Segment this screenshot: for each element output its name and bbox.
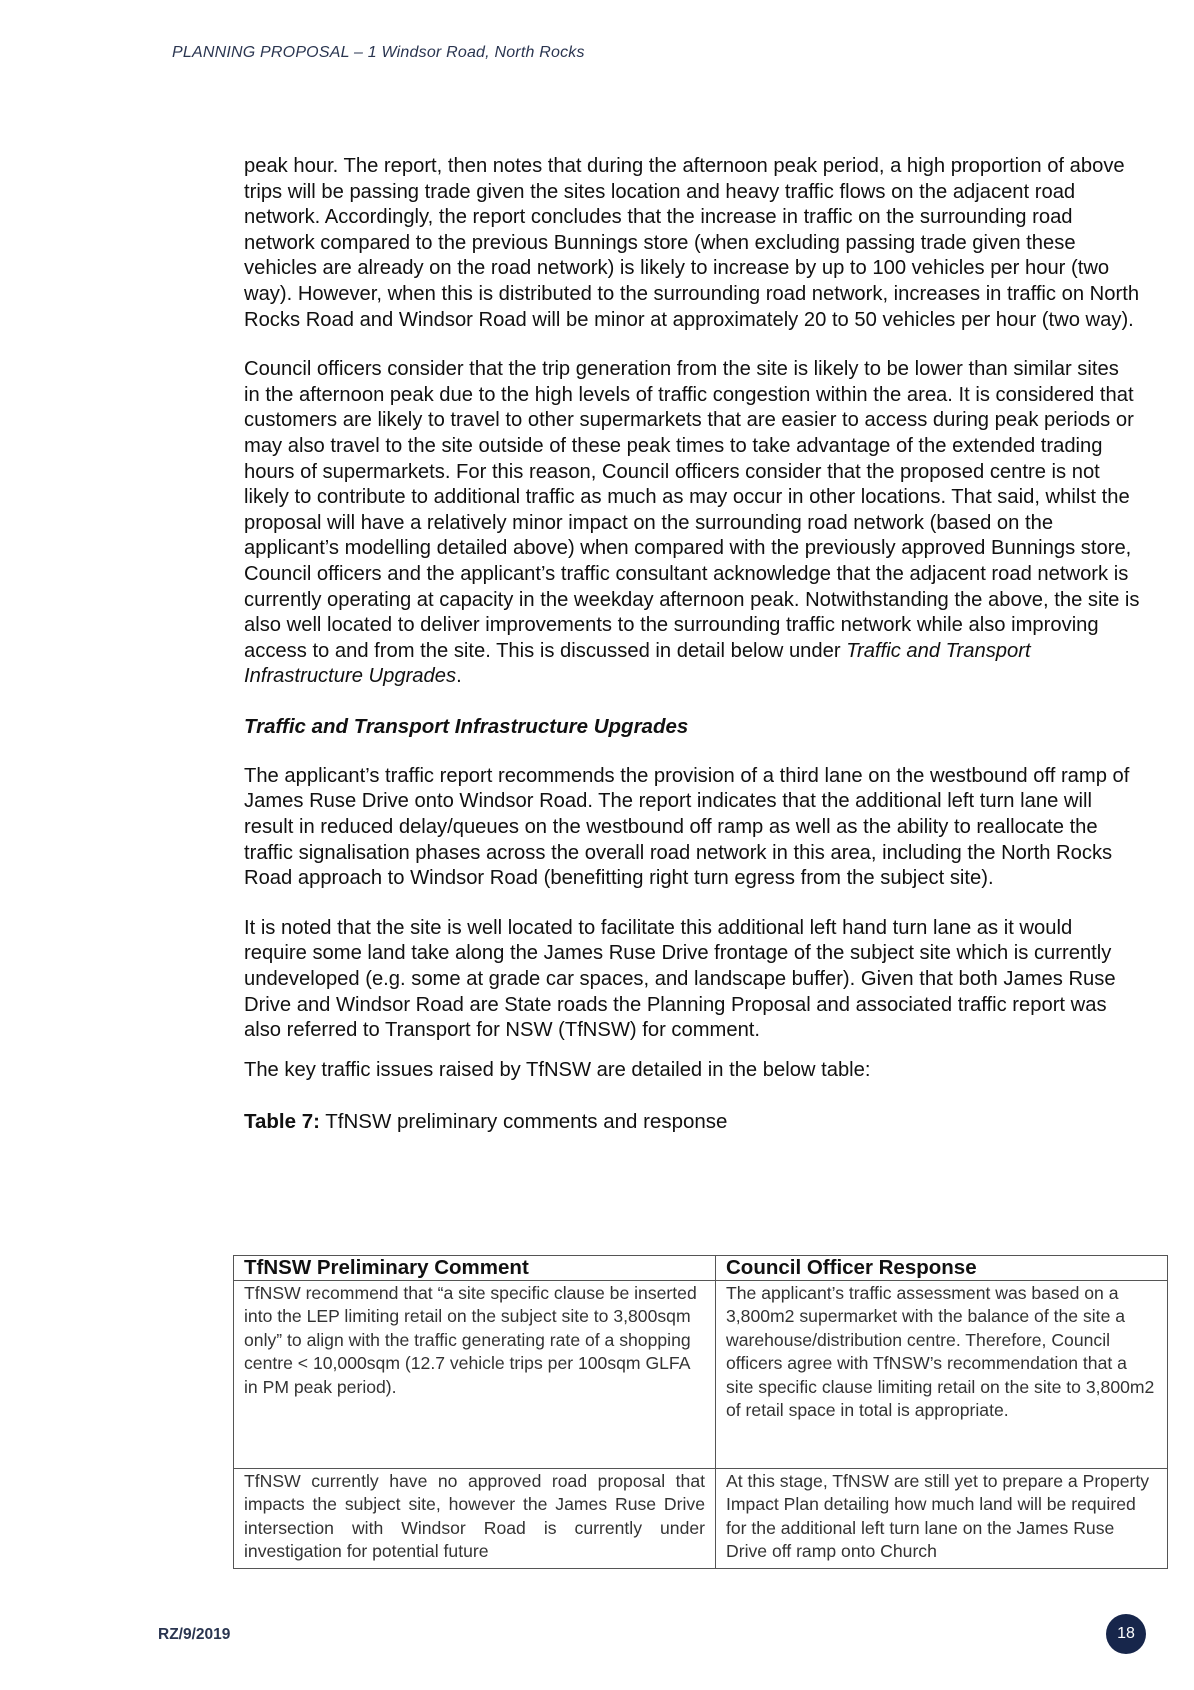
paragraph-council-officers-text: Council officers consider that the trip generation from the site is likely to be lower than similar sites in the afternoon peak due to the high levels of traffic congestion within the area. It is considered that customers are likely to travel to other supermarkets that are easier to access during peak periods or may also travel to the site outside of these peak times to take advantage of the extended trading hours of supermarkets. For this reason, Council officers consider that the proposed centre is not likely to contribute to additional traffic as much as may occur in other locations. That said, whilst the proposal will have a relatively minor impact on the surrounding road network (based on the applicant’s modelling detailed above) when compared with the previously approved Bunnings store, Council officers and the applicant’s traffic consultant acknowledge that the adjacent road network is currently operating at capacity in the weekday afternoon peak. Notwithstanding the above, the site is also well located to deliver improvements to the surrounding traffic network while also improving access to and from the site. This is discussed in detail below under bbox=[244, 358, 1140, 662]
paragraph-italic-reference: Traffic and Transport Infrastructure Upgrades bbox=[244, 639, 1031, 688]
section-heading: Traffic and Transport Infrastructure Upgrades bbox=[244, 714, 689, 738]
table-caption-label: Table 7: bbox=[244, 1110, 320, 1134]
tfnsw-comments-table bbox=[233, 1255, 1168, 1569]
paragraph-council-officers bbox=[244, 357, 1140, 690]
paragraph-third-lane: The applicant’s traffic report recommends the provision of a third lane on the westbound off ramp of James Ruse Drive onto Windsor Road. The report indicates that the additional left turn lane will result in reduced delay/queues on the westbound off ramp as well as the ability to reallocate the traffic signalisation phases across the overall road network in this area, including the North Rocks Road approach to Windsor Road (benefitting right turn egress from the subject site). bbox=[244, 764, 1130, 890]
table-caption-text: TfNSW preliminary comments and response bbox=[319, 1110, 728, 1134]
table-cell-comment: TfNSW recommend that “a site specific clause be inserted into the LEP limiting retail on the subject site to 3,800sqm only” to align with the traffic generating rate of a shopping centre < 10,000sqm (12.7 vehicle trips per 100sqm GLFA in PM peak period). bbox=[234, 1281, 716, 1469]
table-row bbox=[234, 1469, 1168, 1569]
running-header: PLANNING PROPOSAL – 1 Windsor Road, North Rocks bbox=[172, 44, 585, 61]
table-header-row bbox=[234, 1256, 1168, 1281]
document-reference: RZ/9/2019 bbox=[158, 1626, 231, 1643]
table-cell-response: The applicant’s traffic assessment was based on a 3,800m2 supermarket with the balance of the site a warehouse/distribution centre. Therefore, Council officers agree with TfNSW’s recommendation that a site specific clause limiting retail on the site to 3,800m2 of retail space in total is appropriate. bbox=[716, 1281, 1168, 1469]
paragraph-trip-generation: peak hour. The report, then notes that during the afternoon peak period, a high proportion of above trips will be passing trade given the sites location and heavy traffic flows on the adjacent road network. Accordingly, the report concludes that the increase in traffic on the surrounding road network compared to the previous Bunnings store (when excluding passing trade given these vehicles are already on the road network) is likely to increase by up to 100 vehicles per hour (two way). However, when this is distributed to the surrounding road network, increases in traffic on North Rocks Road and Windsor Road will be minor at approximately 20 to 50 vehicles per hour (two way). bbox=[244, 155, 1140, 331]
table-cell-comment: TfNSW currently have no approved road proposal that impacts the subject site, however the James Ruse Drive intersection with Windsor Road is currently under investigation for potential future bbox=[234, 1469, 716, 1569]
table-row bbox=[234, 1281, 1168, 1469]
table-header-comment: TfNSW Preliminary Comment bbox=[234, 1256, 716, 1281]
page-number-badge: 18 bbox=[1106, 1614, 1146, 1654]
table-caption bbox=[244, 1111, 1140, 1133]
main-content bbox=[244, 154, 1140, 1133]
table-cell-response: At this stage, TfNSW are still yet to prepare a Property Impact Plan detailing how much land will be required for the additional left turn lane on the James Ruse Drive off ramp onto Church bbox=[716, 1469, 1168, 1569]
paragraph-land-take: It is noted that the site is well located to facilitate this additional left hand turn lane as it would require some land take along the James Ruse Drive frontage of the subject site which is currently undeveloped (e.g. some at grade car spaces, and landscape buffer). Given that both James Ruse Drive and Windsor Road are State roads the Planning Proposal and associated traffic report was also referred to Transport for NSW (TfNSW) for comment. bbox=[244, 916, 1116, 1042]
paragraph-key-issues: The key traffic issues raised by TfNSW are detailed in the below table: bbox=[244, 1058, 871, 1081]
table-header-response: Council Officer Response bbox=[716, 1256, 1168, 1281]
paragraph-end-punctuation: . bbox=[456, 665, 462, 688]
